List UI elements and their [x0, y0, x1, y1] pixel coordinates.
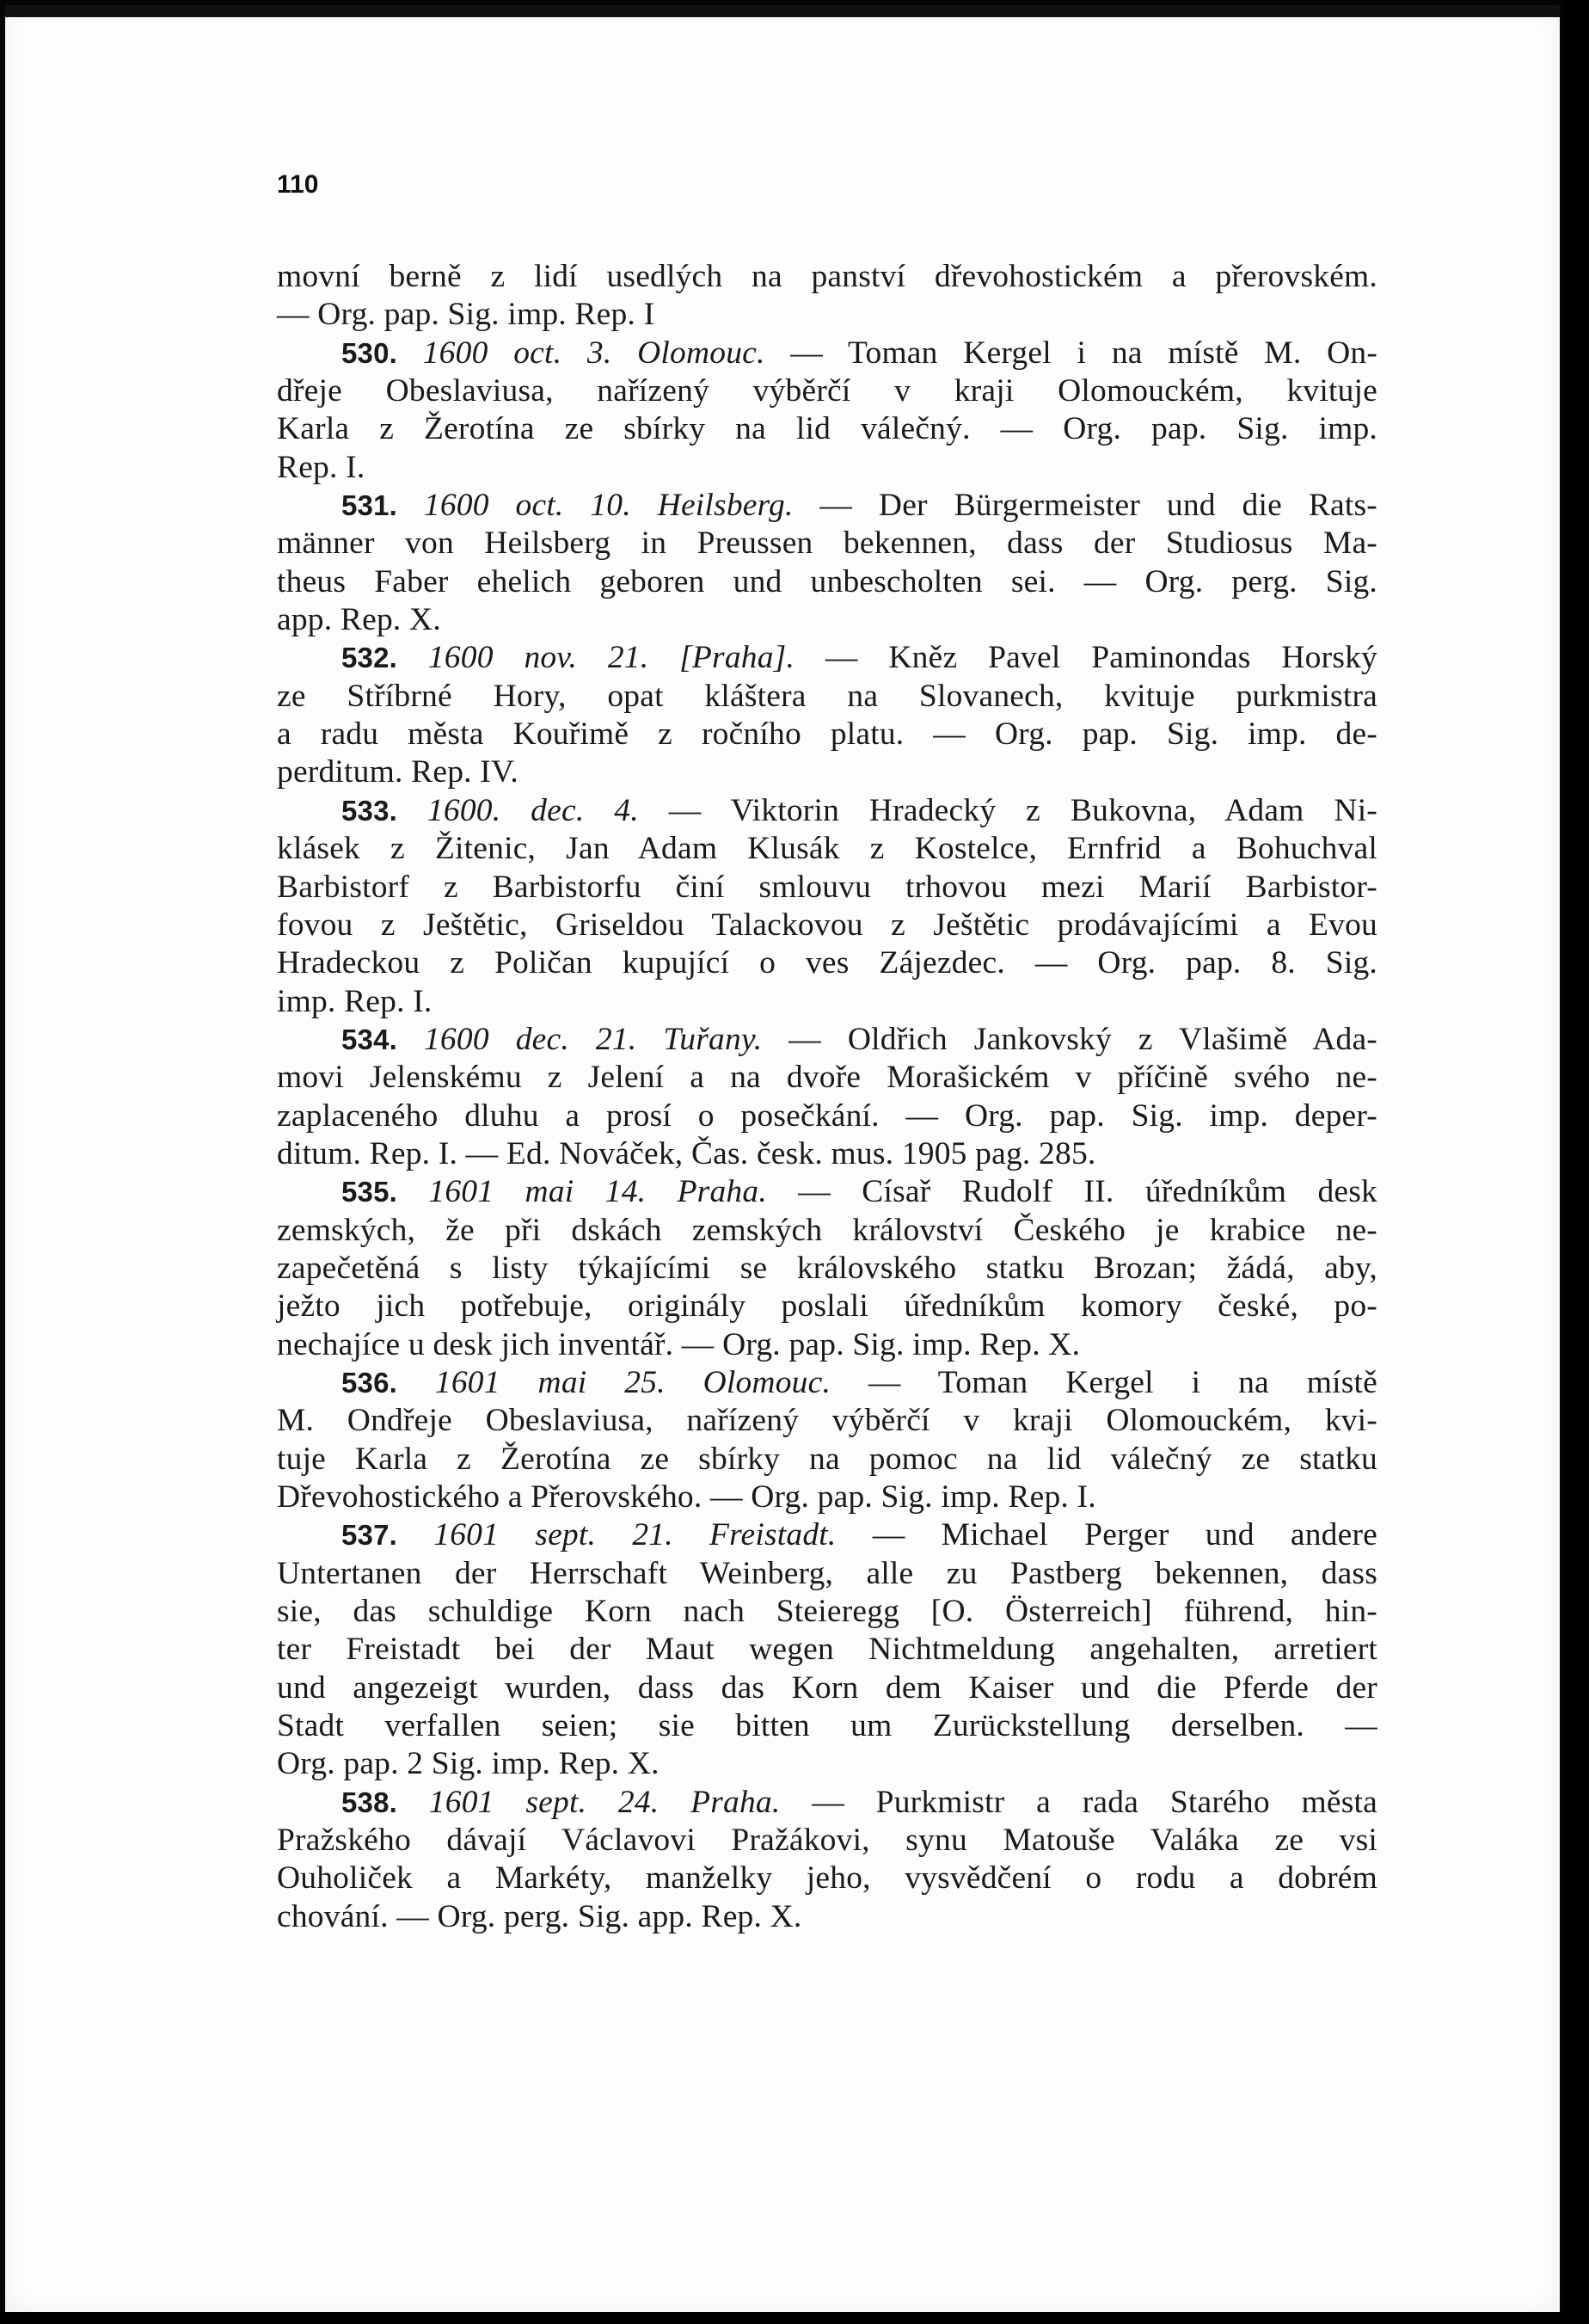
entry-number: 536. — [341, 1366, 398, 1399]
entry-text: — Toman Kergel i na místě — [831, 1364, 1377, 1400]
top-edge — [5, 5, 1560, 17]
entry-header-line — [277, 1516, 1377, 1554]
entry-header-line — [277, 335, 1377, 372]
text-line: sie, das schuldige Korn nach Steieregg [O. Österreich] führend, hin- — [277, 1594, 1377, 1630]
text-line: Dřevohostického a Přerovského. — Org. pap. Sig. imp. Rep. I. — [277, 1479, 1096, 1515]
text-line: dřeje Obeslaviusa, nařízený výběrčí v kraji Olomouckém, kvituje — [277, 373, 1377, 409]
entry-text: — Císař Rudolf II. úředníkům desk — [766, 1174, 1377, 1210]
text-line: nechajíce u desk jich inventář. — Org. pap. Sig. imp. Rep. X. — [277, 1326, 1081, 1362]
text-line: ter Freistadt bei der Maut wegen Nichtmeldung angehalten, arretiert — [277, 1632, 1377, 1668]
text-line: ditum. Rep. I. — Ed. Nováček, Čas. česk. mus. 1905 pag. 285. — [277, 1135, 1096, 1171]
entry-header-line — [277, 792, 1377, 830]
text-line: perditum. Rep. IV. — [277, 754, 519, 790]
text-line: tuje Karla z Žerotína ze sbírky na pomoc na lid válečný ze statku — [277, 1441, 1377, 1477]
text-line: theus Faber ehelich geboren und unbescholten sei. — Org. perg. Sig. — [277, 563, 1377, 599]
entry-date-place: 1600 oct. 3. Olomouc. — [422, 335, 765, 371]
entry-date-place: 1600. dec. 4. — [426, 792, 639, 828]
text-line: und angezeigt wurden, dass das Korn dem Kaiser und die Pferde der — [277, 1669, 1377, 1706]
text-line: a radu města Kouřimě z ročního platu. — Org. pap. Sig. imp. de- — [277, 716, 1377, 753]
bottom-edge — [0, 2312, 1589, 2324]
text-line: Org. pap. 2 Sig. imp. Rep. X. — [277, 1746, 660, 1782]
entry-text: — Purkmistr a rada Starého města — [780, 1784, 1378, 1820]
text-line: zemských, že při dskách zemských království Českého je krabice ne- — [277, 1212, 1377, 1248]
entry-text: — Michael Perger und andere — [836, 1517, 1377, 1553]
text-line: — Org. pap. Sig. imp. Rep. I — [277, 297, 655, 333]
entry-number: 532. — [341, 642, 398, 674]
text-line: Barbistorf z Barbistorfu činí smlouvu trhovou mezi Marií Barbistor- — [277, 869, 1377, 905]
text-line: fovou z Ještětic, Griseldou Talackovou z Ještětic prodávajícími a Evou — [277, 907, 1377, 943]
entry-number: 531. — [341, 489, 398, 522]
text-line: M. Ondřeje Obeslaviusa, nařízený výběrčí v kraji Olomouckém, kvi- — [277, 1403, 1377, 1439]
entry-text: — Der Bürgermeister und die Rats- — [793, 488, 1377, 524]
text-line: Pražského dávají Václavovi Pražákovi, synu Matouše Valáka ze vsi — [277, 1823, 1377, 1859]
right-edge — [1563, 0, 1589, 2324]
text-line: ze Stříbrné Hory, opat kláštera na Slovanech, kvituje purkmistra — [277, 678, 1377, 714]
entry-header-line — [277, 639, 1377, 677]
text-line: Untertanen der Herrschaft Weinberg, alle zu Pastberg bekennen, dass — [277, 1555, 1377, 1591]
entry-date-place: 1600 oct. 10. Heilsberg. — [423, 488, 794, 524]
page-number: 110 — [277, 170, 319, 199]
text-line: Stadt verfallen seien; sie bitten um Zurückstellung derselben. — — [277, 1708, 1377, 1744]
entry-date-place: 1601 mai 25. Olomouc. — [434, 1364, 831, 1400]
text-line: ježto jich potřebuje, originály poslali úředníkům komory české, po- — [277, 1288, 1377, 1325]
text-line: klásek z Žitenic, Jan Adam Klusák z Kostelce, Ernfrid a Bohuchval — [277, 831, 1377, 867]
entry-number: 538. — [341, 1786, 398, 1818]
entry-date-place: 1600 dec. 21. Tuřany. — [423, 1021, 763, 1057]
text-line: imp. Rep. I. — [277, 983, 433, 1019]
entry-number: 535. — [341, 1176, 398, 1208]
text-line: chování. — Org. perg. Sig. app. Rep. X. — [277, 1898, 802, 1934]
entry-number: 530. — [341, 336, 398, 369]
entry-text: — Oldřich Jankovský z Vlašimě Ada- — [762, 1021, 1377, 1057]
entry-date-place: 1601 sept. 21. Freistadt. — [433, 1517, 837, 1553]
text-line: zaplaceného dluhu a prosí o posečkání. — Org. pap. Sig. imp. deper- — [277, 1097, 1377, 1134]
text-line: Ouholiček a Markéty, manželky jeho, vysvědčení o rodu a dobrém — [277, 1860, 1377, 1897]
entry-header-line — [277, 1021, 1377, 1059]
text-line: zapečetěná s listy týkajícími se královského statku Brozan; žádá, aby, — [277, 1250, 1377, 1286]
text-line: Karla z Žerotína ze sbírky na lid válečný. — Org. pap. Sig. imp. — [277, 411, 1377, 447]
entry-date-place: 1601 mai 14. Praha. — [428, 1174, 767, 1210]
entry-header-line — [277, 1784, 1377, 1822]
page-text — [277, 258, 1377, 1936]
entry-text: — Toman Kergel i na místě M. On- — [764, 335, 1378, 371]
text-line: app. Rep. X. — [277, 602, 441, 638]
entry-number: 537. — [341, 1519, 398, 1552]
text-line: movní berně z lidí usedlých na panství dřevohostickém a přerovském. — [277, 259, 1377, 294]
text-line: Rep. I. — [277, 449, 365, 485]
entry-number: 534. — [341, 1023, 398, 1055]
text-line: Hradeckou z Poličan kupující o ves Zájezdec. — Org. pap. 8. Sig. — [277, 945, 1377, 981]
text-line: movi Jelenskému z Jelení a na dvoře Morašickém v příčině svého ne- — [277, 1060, 1377, 1096]
entry-header-line — [277, 1173, 1377, 1211]
entry-date-place: 1601 sept. 24. Praha. — [428, 1784, 781, 1820]
entry-number: 533. — [341, 794, 398, 827]
entry-date-place: 1600 nov. 21. [Praha]. — [427, 640, 795, 676]
entry-header-line — [277, 1364, 1377, 1402]
entry-text: — Kněz Pavel Paminondas Horský — [794, 640, 1378, 676]
text-line: männer von Heilsberg in Preussen bekennen, dass der Studiosus Ma- — [277, 526, 1377, 562]
entry-text: — Viktorin Hradecký z Bukovna, Adam Ni- — [638, 792, 1378, 828]
entry-header-line — [277, 487, 1377, 525]
